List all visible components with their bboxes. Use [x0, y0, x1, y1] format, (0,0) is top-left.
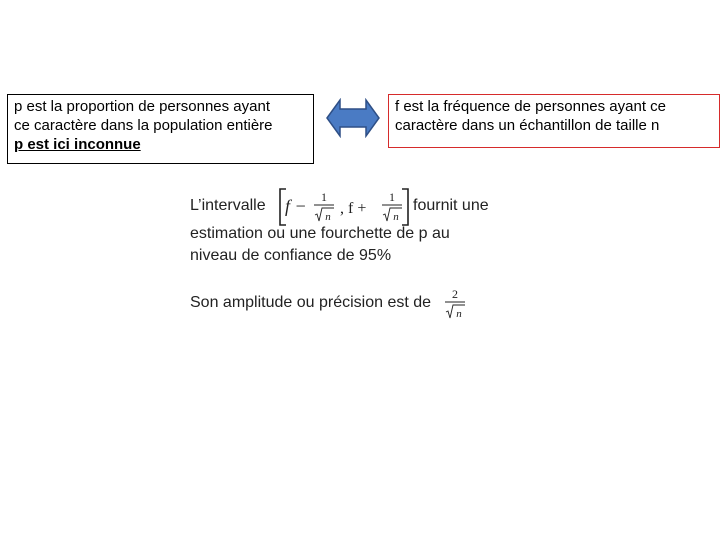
f-definition-line-1: f est la fréquence de personnes ayant ce: [395, 98, 667, 115]
interval-formula: [278, 186, 410, 228]
amplitude-numerator: 2: [452, 287, 458, 301]
fraction-numerator-2: 1: [389, 190, 395, 204]
amplitude-text: Son amplitude ou précision est de: [190, 294, 432, 311]
fraction-radicand-2: n: [393, 211, 399, 223]
p-definition-line-2: ce caractère dans la population entière: [14, 117, 273, 134]
p-unknown-note: p est ici inconnue: [14, 136, 141, 153]
interval-line-2: estimation ou une fourchette de p au: [190, 225, 450, 242]
interval-prefix: L’intervalle: [190, 197, 266, 214]
interval-suffix: fournit une: [413, 197, 489, 214]
interval-line-3: niveau de confiance de 95%: [190, 247, 392, 264]
fraction-numerator: 1: [321, 190, 327, 204]
f-definition-box: [388, 94, 720, 148]
f-plus-term: , f +: [340, 200, 367, 217]
fraction-radicand: n: [325, 211, 331, 223]
p-definition-line-1: p est la proportion de personnes ayant: [14, 98, 271, 115]
amplitude-radicand: n: [456, 308, 462, 320]
p-definition-box: [7, 94, 314, 164]
amplitude-fraction: [443, 286, 467, 322]
f-definition-line-2: caractère dans un échantillon de taille n: [395, 117, 660, 134]
f-minus-term: f −: [285, 196, 307, 216]
double-arrow-icon: [326, 98, 380, 138]
